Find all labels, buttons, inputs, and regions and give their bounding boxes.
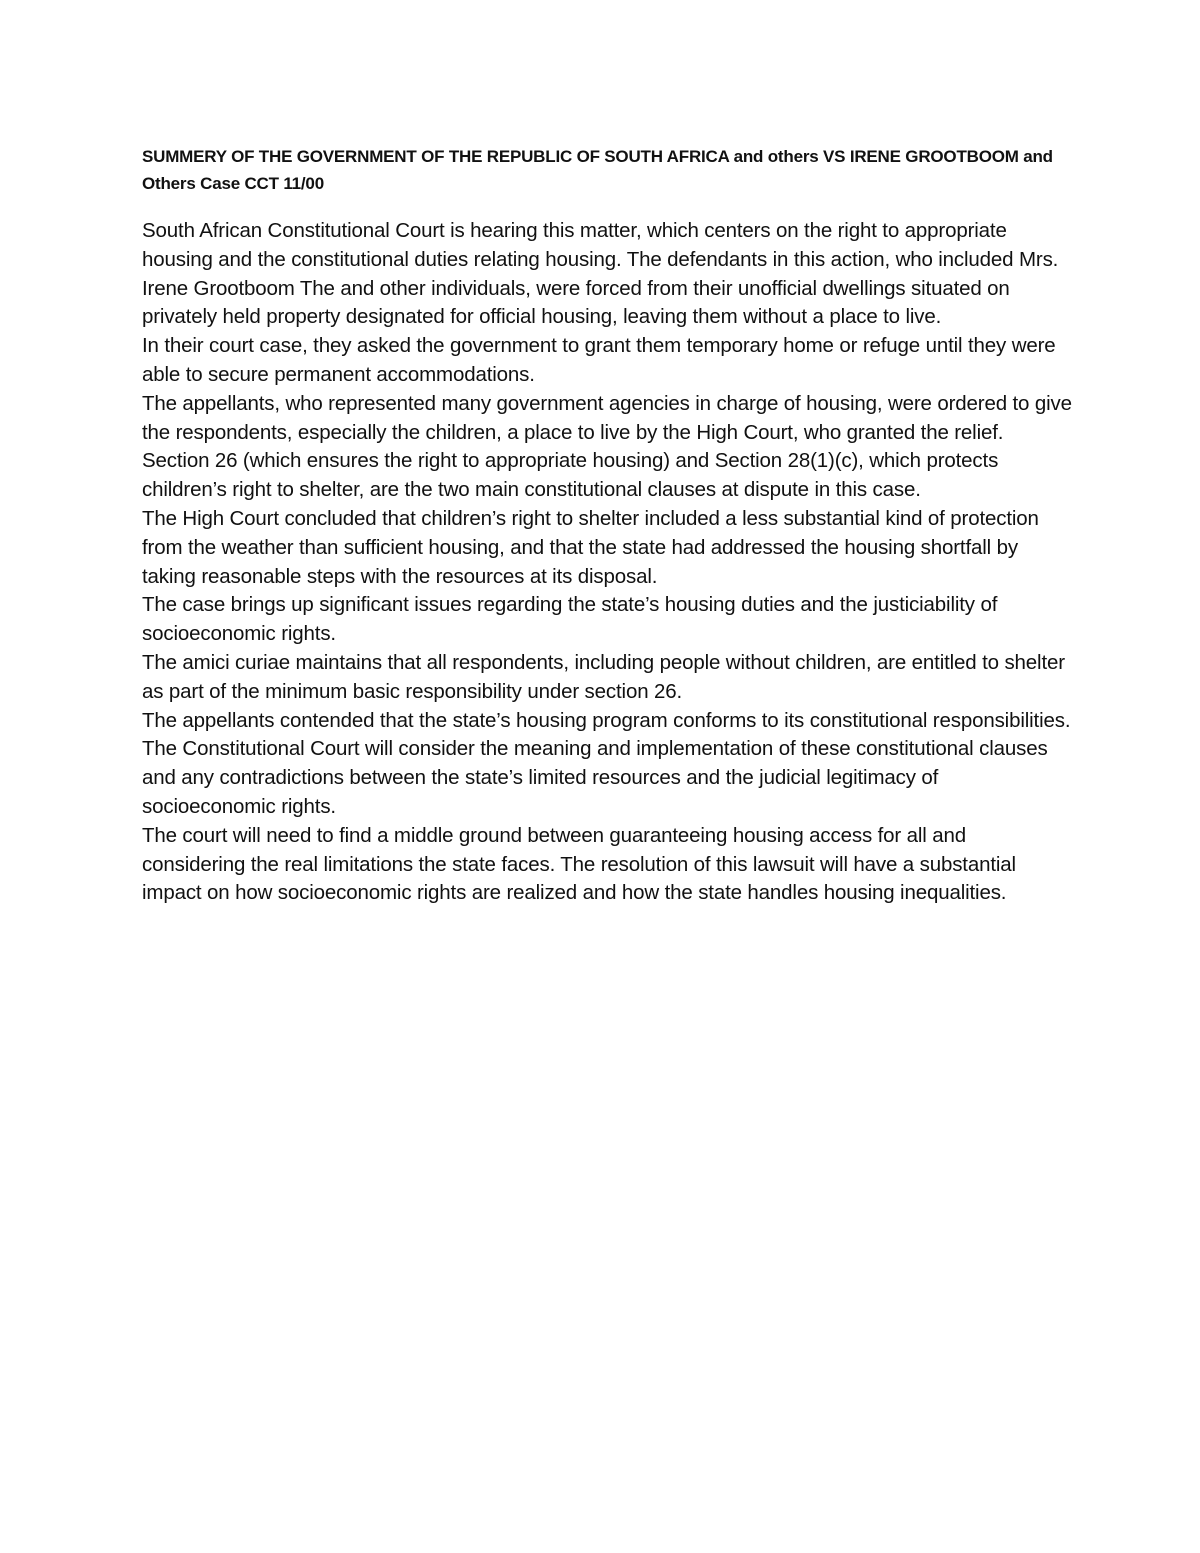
paragraph-amici-curiae: The amici curiae maintains that all respondents, including people without children, are entitled to shelter as part of the minimum basic responsibility under section 26. xyxy=(142,650,1065,703)
paragraph-court-consideration: The Constitutional Court will consider the meaning and implementation of these constitutional clauses and any contradictions between the state’s limited resources and the judicial legitimacy of socioeconomic rights. xyxy=(142,737,1048,818)
paragraph-high-court-conclusion: The High Court concluded that children’s right to shelter included a less substantial kind of protection from the weather than sufficient housing, and that the state had addressed the housing shortfall by taking reasonable steps with the resources at its disposal. xyxy=(142,506,1039,588)
paragraph-constitutional-clauses: Section 26 (which ensures the right to appropriate housing) and Section 28(1)(c), which protects children’s right to shelter, are the two main constitutional clauses at dispute in this case. xyxy=(142,449,999,502)
paragraph-appellants-order: The appellants, who represented many government agencies in charge of housing, were ordered to give the respondents, especially the children, a place to live by the High Court, who granted the relief. xyxy=(142,391,1072,444)
paragraph-conclusion: The court will need to find a middle ground between guaranteeing housing access for all and considering the real limitations the state faces. The resolution of this lawsuit will have a substantial impact on how socioeconomic rights are realized and how the state handles housing inequalities. xyxy=(142,823,1016,905)
document-body xyxy=(142,143,1072,908)
paragraph-appellants-contention: The appellants contended that the state’s housing program conforms to its constitutional responsibilities. xyxy=(142,708,1071,732)
paragraph-significant-issues: The case brings up significant issues regarding the state’s housing duties and the justiciability of socioeconomic rights. xyxy=(142,593,998,646)
document-title: SUMMERY OF THE GOVERNMENT OF THE REPUBLIC OF SOUTH AFRICA and others VS IRENE GROOTBOOM and Others Case CCT 11/00 xyxy=(142,147,1053,193)
paragraph-court-case-request: In their court case, they asked the government to grant them temporary home or refuge until they were able to secure permanent accommodations. xyxy=(142,334,1056,386)
paragraph-intro: South African Constitutional Court is hearing this matter, which centers on the right to appropriate housing and the constitutional duties relating housing. The defendants in this action, who included Mrs. Irene Grootboom The and other individuals, were forced from their unofficial dwellings situated on privately held property designated for official housing, leaving them without a place to live. xyxy=(142,219,1059,329)
